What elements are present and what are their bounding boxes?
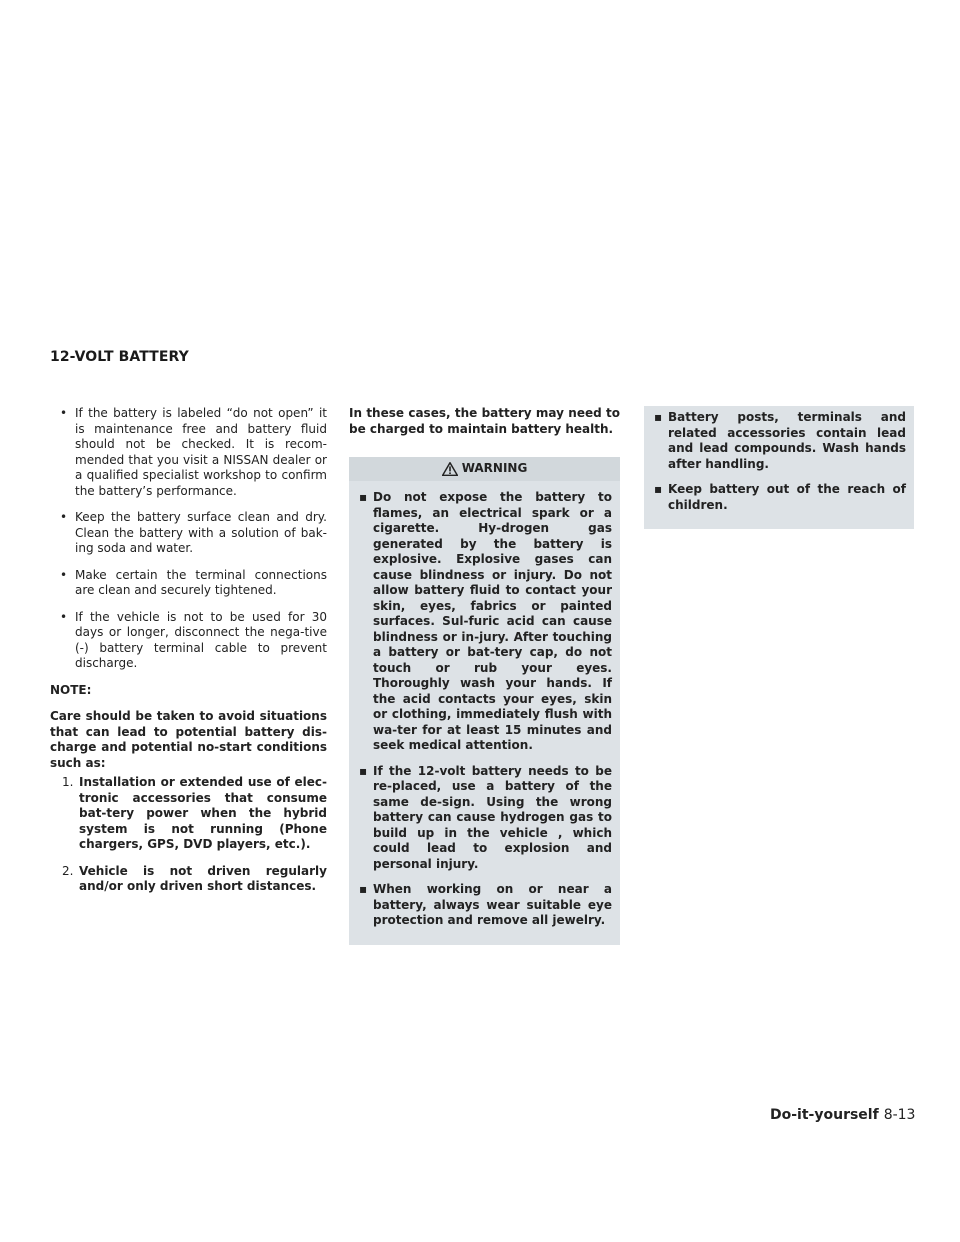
bullet-item: • Keep the battery surface clean and dry. Clean the battery with a solution of bak-ing soda and water. [50, 510, 327, 557]
warning-box [349, 457, 620, 945]
bullet-item: • Make certain the terminal connections are clean and securely tightened. [50, 568, 327, 599]
warning-item: ▪ Keep battery out of the reach of children. [650, 482, 906, 513]
warning-header [349, 457, 620, 481]
warning-triangle-icon [442, 462, 458, 476]
warning-title: WARNING [461, 461, 528, 476]
note-text: Care should be taken to avoid situations that can lead to potential battery dis-charge and potential no-start conditions such as: [50, 709, 327, 770]
column-2 [349, 406, 620, 945]
column-3 [644, 406, 914, 529]
item-number: 2. [62, 863, 74, 878]
warning-box-continued [644, 406, 914, 529]
warning-item: ▪ If the 12-volt battery needs to be re-placed, use a battery of the same de-sign. Using the wrong battery can cause hydrogen gas to build up in the vehicle , which could lead to explosion and personal injury. [355, 764, 612, 873]
numbered-item [50, 775, 327, 853]
numbered-list [50, 775, 327, 895]
warning-list [349, 481, 620, 945]
numbered-item [50, 864, 327, 895]
bullet-item: • If the battery is labeled “do not open” it is maintenance free and battery fluid should not be checked. It is recom-mended that you visit a NISSAN dealer or a qualified specialist workshop to confirm the battery’s performance. [50, 406, 327, 499]
warning-item: ▪ When working on or near a battery, always wear suitable eye protection and remove all jewelry. [355, 882, 612, 929]
chapter-label: Do-it-yourself [770, 1107, 879, 1123]
note-label: NOTE: [50, 682, 92, 697]
page-number: 8-13 [883, 1107, 916, 1123]
warning-item: ▪ Battery posts, terminals and related accessories contain lead and lead compounds. Wash hands after handling. [650, 410, 906, 472]
item-text: Installation or extended use of elec-tronic accessories that consume bat-tery power when the hybrid system is not running (Phone chargers, GPS, DVD players, etc.). [79, 775, 327, 851]
intro-paragraph: In these cases, the battery may need to be charged to maintain battery health. [349, 406, 620, 436]
item-text: Vehicle is not driven regularly and/or only driven short distances. [79, 863, 327, 893]
section-title: 12-VOLT BATTERY [50, 349, 189, 365]
bullet-item: • If the vehicle is not to be used for 30 days or longer, disconnect the nega-tive (-) battery terminal cable to prevent discharge. [50, 610, 327, 672]
item-number: 1. [62, 775, 74, 789]
column-1 [50, 406, 327, 906]
warning-list [644, 406, 914, 529]
warning-item: ▪ Do not expose the battery to flames, an electrical spark or a cigarette. Hy-drogen gas generated by the battery is explosive. Explosive gases can cause blindness or injury. Do not allow battery fluid to contact your skin, eyes, fabrics or painted surfaces. Sul-furic acid can cause blindness or in-jury. After touching a battery or bat-tery cap, do not touch or rub your eyes. Thoroughly wash your hands. If the acid contacts your eyes, skin or clothing, immediately flush with wa-ter for at least 15 minutes and seek medical attention. [355, 490, 612, 754]
page-footer [770, 1107, 915, 1123]
maintenance-bullet-list [50, 406, 327, 672]
